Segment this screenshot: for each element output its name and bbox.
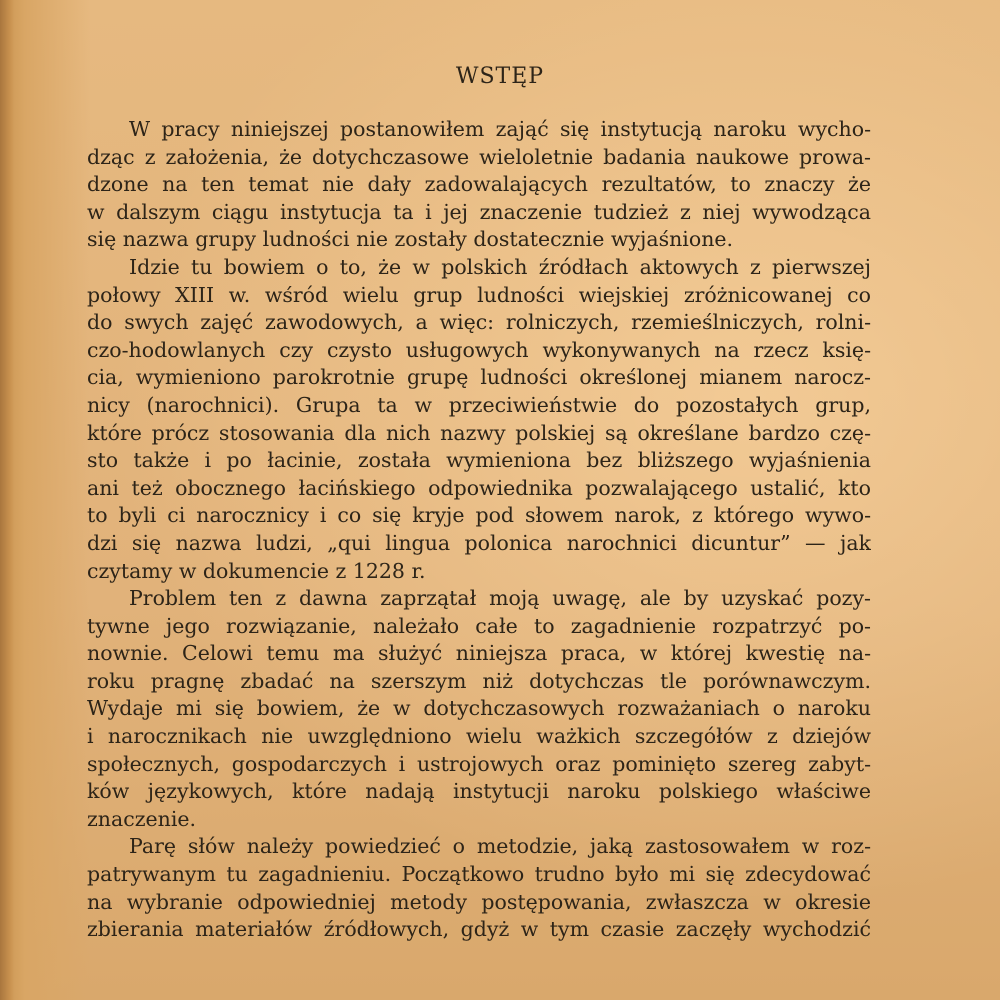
text-line: połowy XIII w. wśród wielu grup ludności wiejskiej zróżnicowanej co bbox=[87, 282, 871, 307]
text-line: dzi się nazwa ludzi, „qui lingua polonica narochnici dicuntur” — jak bbox=[87, 530, 871, 555]
page-title: WSTĘP bbox=[455, 64, 545, 89]
body-text bbox=[87, 116, 871, 944]
text-line: zbierania materiałów źródłowych, gdyż w tym czasie zaczęły wychodzić bbox=[87, 917, 871, 942]
text-line: nownie. Celowi temu ma służyć niniejsza praca, w której kwestię na- bbox=[87, 641, 871, 666]
text-line: społecznych, gospodarczych i ustrojowych oraz pominięto szereg zabyt- bbox=[87, 751, 871, 776]
text-line: ani też obocznego łacińskiego odpowiednika pozwalającego ustalić, kto bbox=[87, 475, 871, 500]
text-line: znaczenie. bbox=[87, 806, 197, 831]
text-line: Problem ten z dawna zaprzątał moją uwagę, ale by uzyskać pozy- bbox=[129, 586, 871, 611]
text-line: to byli ci narocznicy i co się kryje pod słowem narok, z którego wywo- bbox=[87, 503, 871, 528]
text-line: tywne jego rozwiązanie, należało całe to zagadnienie rozpatrzyć po- bbox=[87, 613, 871, 638]
text-line: W pracy niniejszej postanowiłem zająć się instytucją naroku wycho- bbox=[129, 117, 871, 141]
text-line: się nazwa grupy ludności nie zostały dostatecznie wyjaśnione. bbox=[87, 227, 734, 252]
text-line: w dalszym ciągu instytucja ta i jej znaczenie tudzież z niej wywodząca bbox=[87, 199, 871, 224]
text-line: dząc z założenia, że dotychczasowe wieloletnie badania naukowe prowa- bbox=[87, 144, 871, 169]
page-edge bbox=[0, 0, 14, 1000]
text-line: sto także i po łacinie, została wymieniona bez bliższego wyjaśnienia bbox=[87, 448, 871, 473]
text-line: czytamy w dokumencie z 1228 r. bbox=[87, 558, 426, 583]
text-line: i narocznikach nie uwzględniono wielu ważkich szczegółów z dziejów bbox=[87, 724, 871, 749]
text-line: cia, wymieniono parokrotnie grupę ludności określonej mianem narocz- bbox=[87, 365, 871, 390]
text-line: czo-hodowlanych czy czysto usługowych wykonywanych na rzecz księ- bbox=[87, 337, 871, 362]
text-line: Parę słów należy powiedzieć o metodzie, jaką zastosowałem w roz- bbox=[129, 834, 871, 859]
text-line: Idzie tu bowiem o to, że w polskich źródłach aktowych z pierwszej bbox=[129, 254, 871, 279]
text-line: nicy (narochnici). Grupa ta w przeciwieństwie do pozostałych grup, bbox=[87, 392, 871, 417]
text-line: które prócz stosowania dla nich nazwy polskiej są określane bardzo czę- bbox=[87, 420, 871, 445]
text-line: do swych zajęć zawodowych, a więc: rolniczych, rzemieślniczych, rolni- bbox=[87, 310, 871, 335]
text-line: na wybranie odpowiedniej metody postępowania, zwłaszcza w okresie bbox=[87, 889, 871, 914]
text-line: dzone na ten temat nie dały zadowalających rezultatów, to znaczy że bbox=[87, 172, 871, 197]
text-line: patrywanym tu zagadnieniu. Początkowo trudno było mi się zdecydować bbox=[87, 862, 871, 887]
text-line: ków językowych, które nadają instytucji naroku polskiego właściwe bbox=[87, 779, 871, 804]
text-line: roku pragnę zbadać na szerszym niż dotychczas tle porównawczym. bbox=[87, 668, 871, 693]
text-line: Wydaje mi się bowiem, że w dotychczasowych rozważaniach o naroku bbox=[87, 696, 871, 721]
